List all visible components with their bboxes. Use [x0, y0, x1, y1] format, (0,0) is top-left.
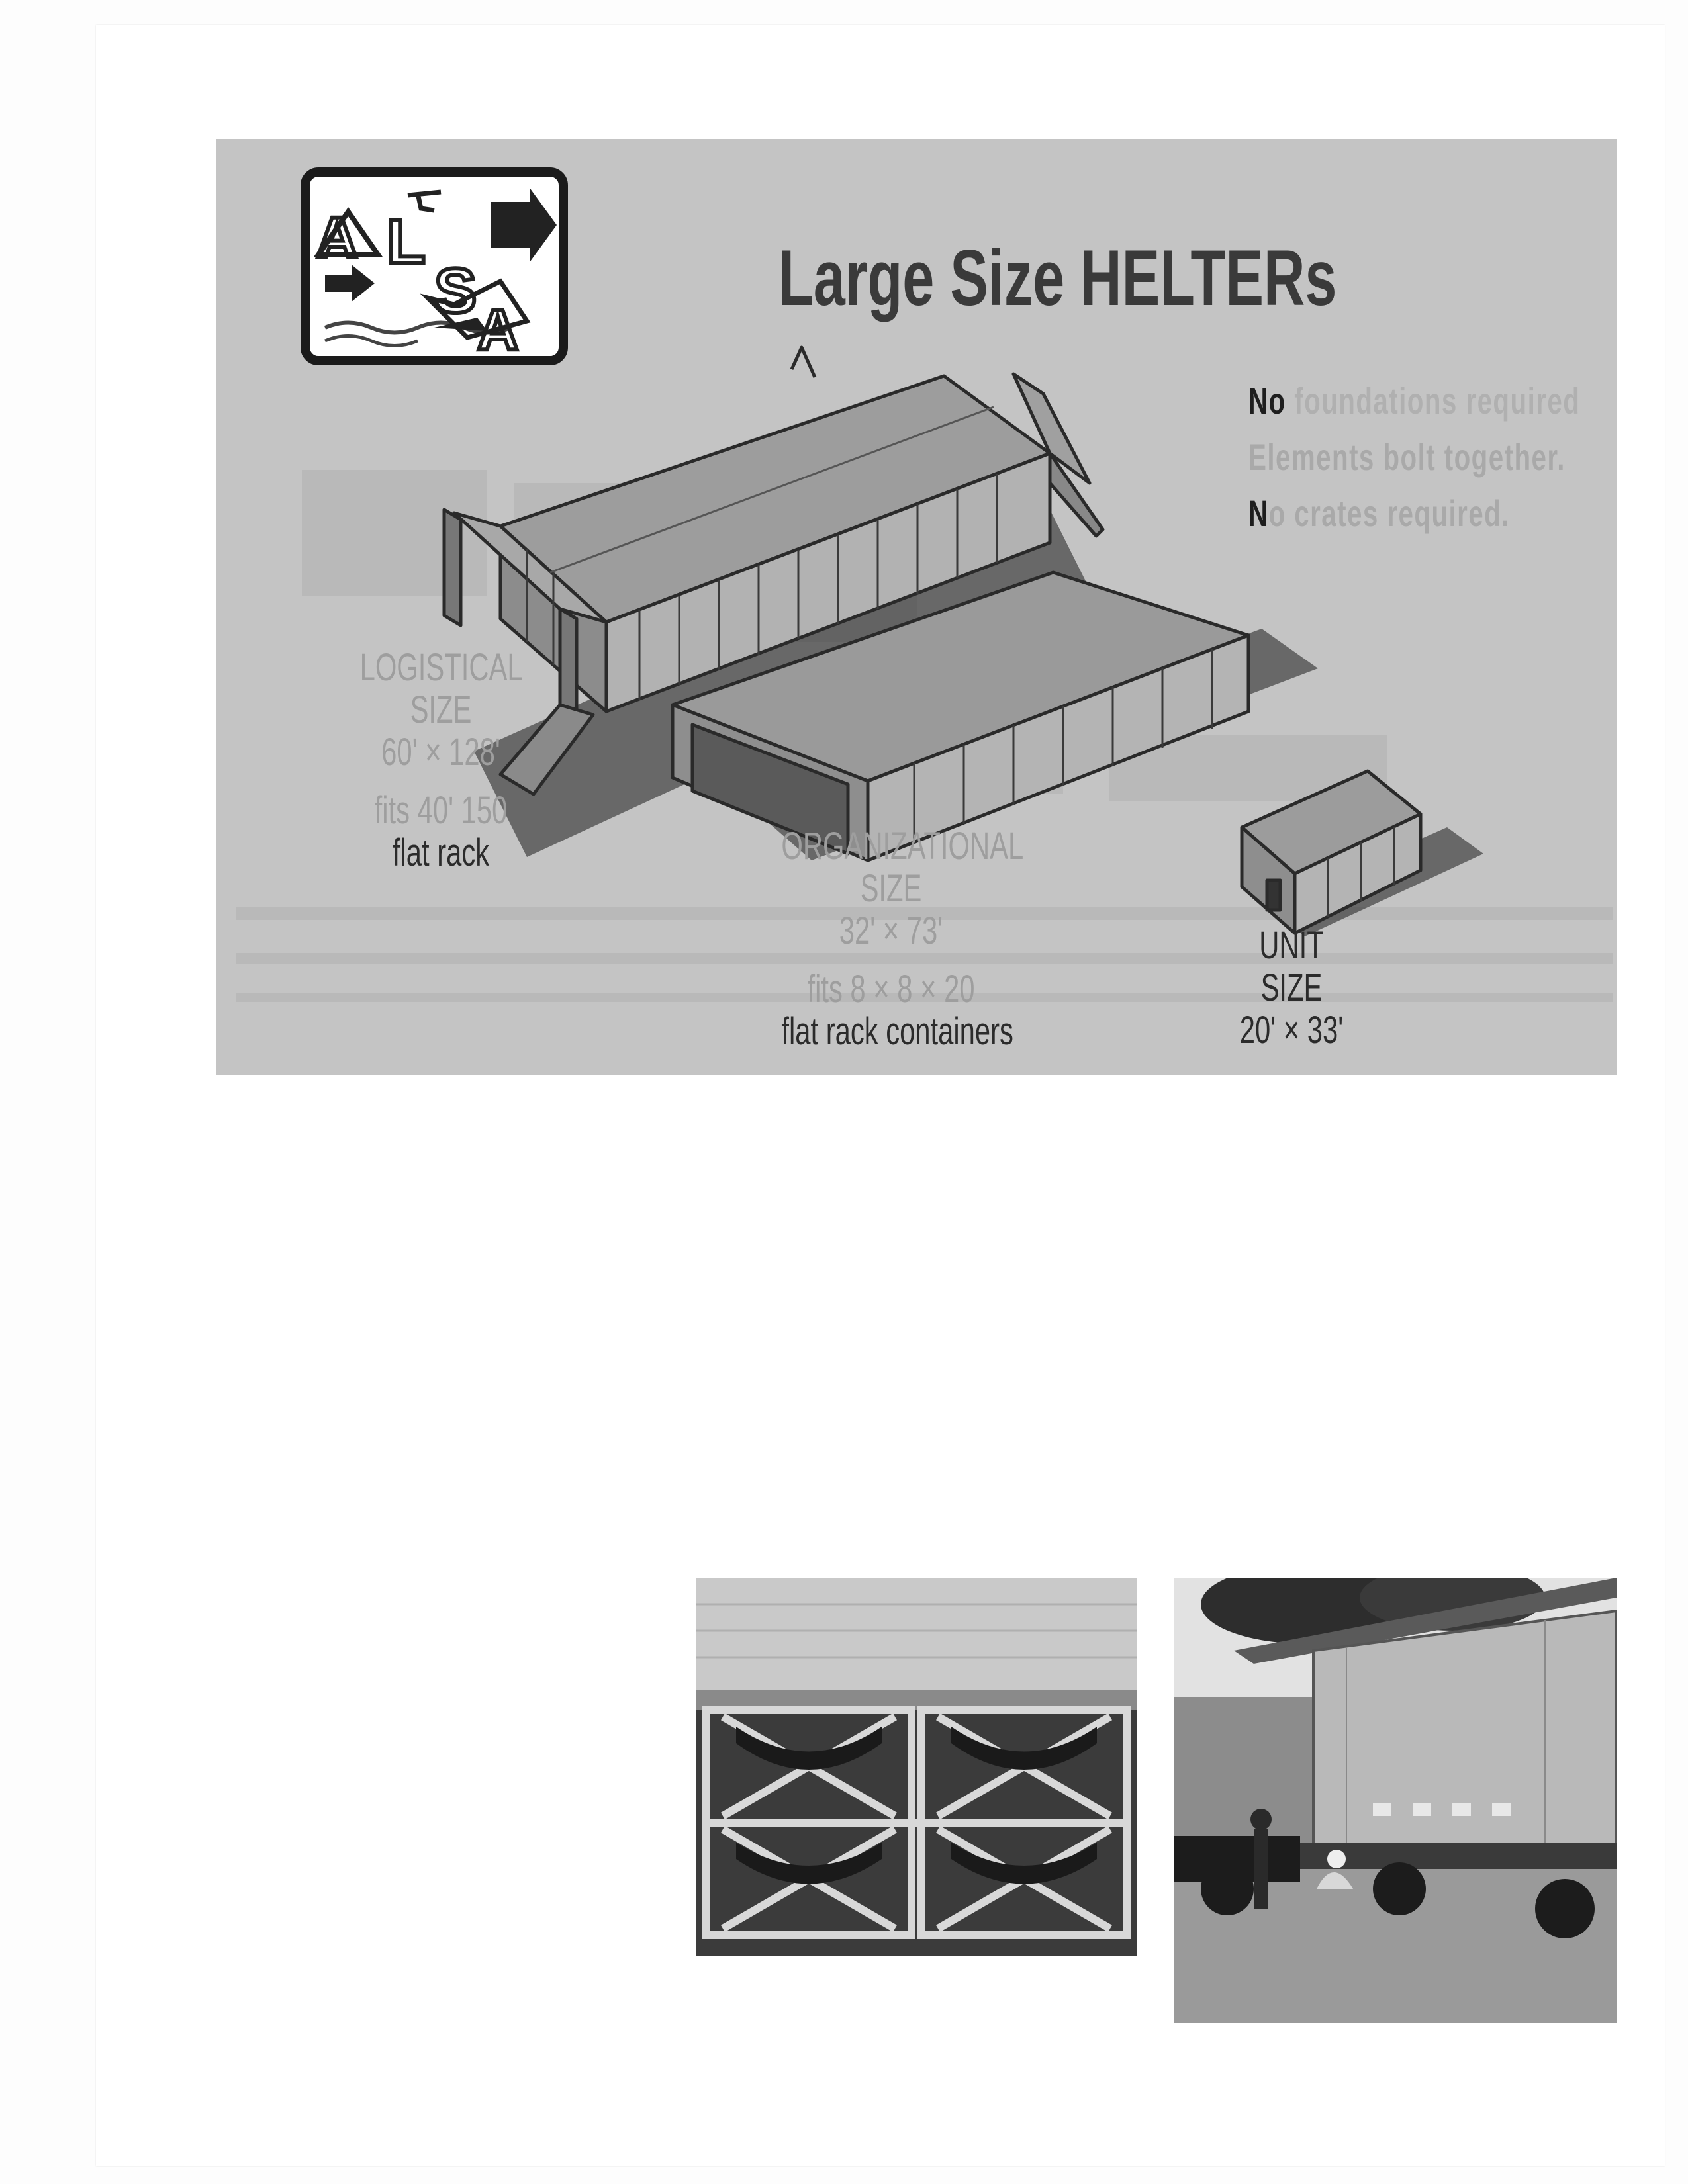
photo-container-trailer [1174, 1578, 1617, 2023]
logistical-size-label [359, 646, 523, 876]
feature-rest: Elements bolt together. [1248, 436, 1566, 478]
organizational-size-label [781, 825, 1024, 1055]
size-label-line: SIZE [860, 867, 922, 910]
logo-letter-a1: A [316, 206, 358, 269]
size-label-line: LOGISTICAL [359, 646, 523, 689]
size-dimensions: 60' × 128' [381, 731, 500, 774]
feature-lead: No [1248, 380, 1286, 422]
logo-letter-s: S [434, 255, 477, 326]
feature-no-crates [1248, 492, 1510, 534]
size-fits-rack: flat rack [392, 831, 490, 874]
size-label-line: SIZE [1260, 966, 1323, 1009]
size-dimensions: 32' × 73' [839, 909, 943, 952]
size-label-line: SIZE [410, 688, 472, 731]
size-dimensions: 20' × 33' [1239, 1009, 1344, 1052]
feature-rest: o crates required. [1268, 492, 1510, 534]
size-fits-rack: flat rack containers [781, 1010, 1013, 1053]
photo-stacked-panels [696, 1578, 1137, 1956]
feature-rest: foundations required [1286, 380, 1581, 422]
feature-elements-bolt [1248, 436, 1566, 478]
logo-letter-a2: A [477, 298, 519, 362]
size-label-line: UNIT [1259, 924, 1324, 967]
size-label-line: ORGANIZATIONAL [781, 825, 1024, 868]
feature-lead: N [1248, 492, 1269, 534]
logo-letter-l: L [387, 206, 426, 277]
banner-title: Large Size HELTERs [778, 234, 1337, 322]
size-fits: fits 8 × 8 × 20 [807, 968, 975, 1011]
shelter-banner [216, 139, 1617, 1075]
unit-size-label [1232, 924, 1351, 1054]
feature-no-foundations [1248, 380, 1581, 422]
size-fits: fits 40' 150 [374, 789, 508, 832]
